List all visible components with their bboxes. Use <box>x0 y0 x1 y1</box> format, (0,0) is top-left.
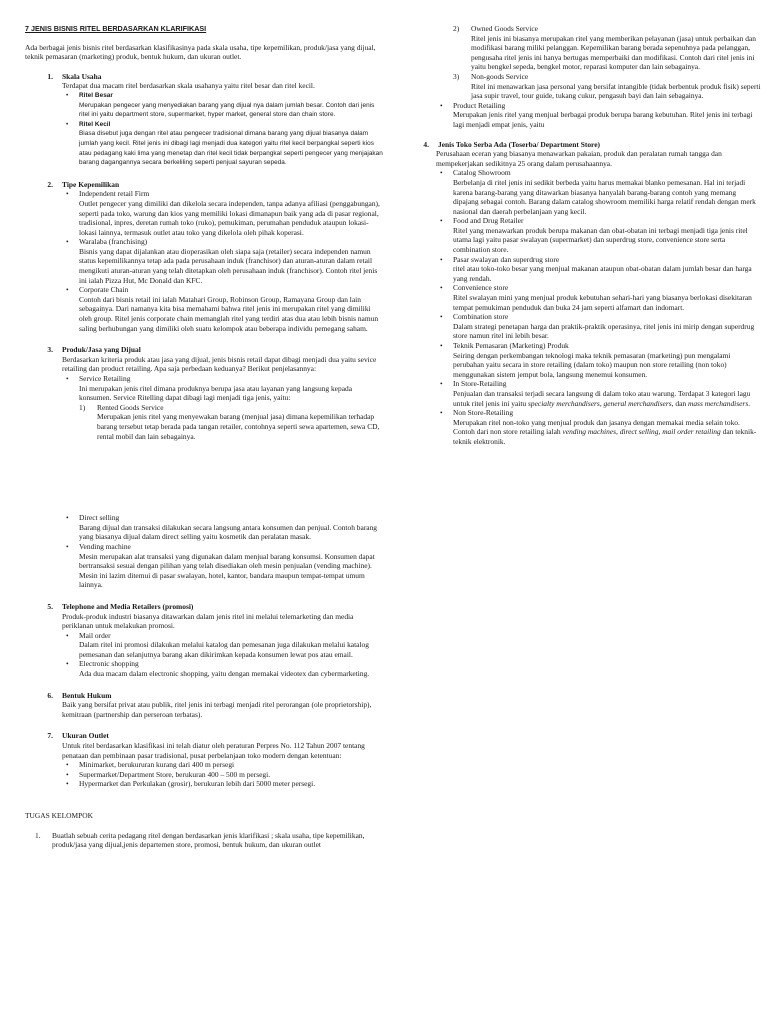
italic-term: general merchandisers <box>603 398 672 408</box>
item-description: Outlet pengecer yang dimiliki dan dikelola secara independen, tanpa adanya afiliasi (penggabungan), seperti pada toko, warung dan kios yang memiliki lokasi dimanapun baik yang ada di pasar regional, tradisional, inpres, deretan rumah toko (ruko), pemukiman, perumahan penduduk ataupun lokasi-lokasi lainnya, termasuk outlet atau toko yang dikelola oleh pihak koperasi. <box>79 198 380 237</box>
list-item <box>62 285 385 333</box>
text-run: , <box>599 398 604 408</box>
section-heading: Skala Usaha <box>62 71 102 81</box>
section-number: 2. <box>47 179 53 189</box>
item-description: Ada dua macam dalam electronic shopping, yaitu dengan memakai videotex dan cybermarketing. <box>79 669 370 679</box>
section-number: 1. <box>47 71 53 81</box>
item-name: Electronic shopping <box>79 659 139 669</box>
tugas-text: Buatlah sebuah cerita pedagang ritel dengan berdasarkan jenis klarifikasi ; skala usaha, tipe kepemilikan, produk/jasa yang dijual,jenis departemen store, promosi, bentuk hukum, dan ukuran outlet <box>52 830 365 850</box>
item-description: Merupakan jenis ritel yang menjual berbagai produk berupa barang kebutuhan. Ritel jenis ini terbagi lagi menjadi empat jenis, yaitu <box>453 110 753 129</box>
left-column <box>25 24 385 850</box>
item-description: Bisnis yang dapat dijalankan atau dioperasikan oleh siapa saja (retailer) secara independen namun status kepemilikannya tetap ada pada perusahaan induk (franchisor) dan aturan-aturan dalam retail mengikuti aturan-aturan yang telah ditetapkan oleh perusahaan induk (franchisor). Contoh ritel jenis ini ialah Pizza Hut, Mc Donald dan KFC. <box>79 246 378 285</box>
sub-item-description: Ritel jenis ini biasanya merupakan ritel yang memberikan pelayanan (jasa) untuk perbaikan dan modifikasi barang miliki pelanggan. Kepemilikan barang berada sepenuhnya pada pelanggan, pengusaha ritel jenis ini hanya bertugas memperbaiki dan modifikasi. Contoh dari ritel jenis ini yaitu bengkel sepeda, bengkel motor, reparasi komputer dan lain sebagainya. <box>471 33 757 72</box>
item-name: Mail order <box>79 630 111 640</box>
item-description: Ritel yang menawarkan produk berupa makanan dan obat-obatan ini terbagi menjadi tiga jenis ritel utama lagi yaitu pasar swalayan (supermarket) dan superdrug store, convenience store serta combination store. <box>453 225 748 255</box>
sub-item-name: Non-goods Service <box>471 71 529 81</box>
item-name: Direct selling <box>79 513 120 523</box>
sub-number: 1) <box>79 402 86 412</box>
tugas-number: 1. <box>35 830 41 840</box>
text-run: , dan <box>671 398 688 408</box>
list-item <box>436 255 761 284</box>
item-description: Seiring dengan perkembangan teknologi maka teknik pemasaran (marketing) pun mengalami perubahan yaitu secara in store retailing (dalam toko) maupun non store retailing (non toko) menggunakan sistem jemput bola, langsung menemui konsumen. <box>453 350 731 379</box>
section-description: Perusahaan eceran yang biasanya menawarkan pakaian, produk dan peralatan rumah tangga dan mempekerjakan sedikitnya 25 orang dalam perusahaannya. <box>436 149 722 168</box>
text-run: . <box>748 398 751 408</box>
sub-list-item <box>453 24 761 72</box>
text-run: Penjualan dan transaksi terjadi secara langsung di dalam toko atau warung. Terdapat 3 kategori lagu untuk ritel jenis ini yaitu <box>453 388 751 408</box>
section-telephone-media <box>25 602 385 679</box>
item-name: Food and Drug Retailer <box>453 216 524 226</box>
list-item <box>436 312 761 341</box>
section-ukuran-outlet <box>25 731 385 789</box>
list-item <box>436 101 761 130</box>
sub-item-description: Merupakan jenis ritel yang menyewakan barang (menjual jasa) dimana kepemilikan terhadap barang tersebut tetap berada pada tangan retailer, contohnya seperti sewa apartemen, sewa CD, rental mobil dan lain sebagainya. <box>97 412 380 441</box>
item-name: In Store-Retailing <box>453 379 507 389</box>
list-item <box>62 659 385 678</box>
item-description: ritel atau toko-toko besar yang menjual makanan ataupun obat-obatan dalam jumlah besar dan harga yang rendah. <box>453 264 752 283</box>
list-item <box>436 341 761 379</box>
item-description: Contoh dari bisnis retail ini ialah Matahari Group, Robinson Group, Ramayana Group dan lain sebagainya. Dari namanya kita bisa memahami bahwa ritel jenis ini merupakan ritel yang dimiliki oleh group. Ritel jenis corporate chain memanglah ritel yang terdiri atas dua atau lebih bisnis namun saling berhubungan yang dimiliki oleh suatu kelompok atau beberapa individu pemegang saham. <box>79 294 379 333</box>
section-number: 7. <box>47 731 53 741</box>
item-name: Convenience store <box>453 283 509 293</box>
section-heading: Ukuran Outlet <box>62 731 109 741</box>
sub-item-description: Ritel ini menawarkan jasa personal yang bersifat intangible (tidak berbentuk produk fisik) seperti jasa supir travel, tour guide, tukang cukur, pengasuh bayi dan lain sebagainya. <box>471 81 761 101</box>
list-item <box>436 283 761 312</box>
section-description: Produk-produk industri biasanya ditawarkan dalam jenis ritel ini melalui telemarketing dan media periklanan untuk melakukan promosi. <box>62 611 354 631</box>
italic-term: mass merchandisers <box>687 398 749 408</box>
list-item <box>436 216 761 254</box>
list-item <box>62 513 385 542</box>
item-description: Barang dijual dan transaksi dilakukan secara langsung antara konsumen dan penjual. Contoh barang yang biasanya dijual dalam direct selling yaitu kosmetik dan peralatan masak. <box>79 522 378 542</box>
item-name: Independent retail Firm <box>79 189 150 199</box>
item-name: Waralaba (franchising) <box>79 237 148 247</box>
italic-term: specialty merchandisers <box>528 398 600 408</box>
document-title: 7 JENIS BISNIS RITEL BERDASARKAN KLARIFIKASI <box>25 24 207 33</box>
list-item <box>62 91 385 120</box>
product-retailing <box>436 101 761 130</box>
list-item <box>436 408 761 446</box>
section-skala-usaha <box>25 72 385 168</box>
sub-list-item <box>79 403 385 441</box>
item-name: Teknik Pemasaran (Marketing) Produk <box>453 341 569 350</box>
text-run: , <box>658 427 663 437</box>
item-name: Catalog Showroom <box>453 168 511 178</box>
section-description: Baik yang bersifat privat atau publik, ritel jenis ini terbagi menjadi ritel perorangan (ole proprietorship), kemitraan (partnership dan perseroan terbatas). <box>62 700 372 719</box>
list-item <box>62 374 385 441</box>
list-item: • Supermarket/Department Store, berukuran 400 – 500 m persegi. <box>62 770 385 780</box>
item-description: Dalam ritel ini promosi dilakukan melalui katalog dan pemesanan juga dilakukan melalui katalog pemesanan dan selanjutnya barang akan dikirimkan kepada konsumen lewat pos atau email. <box>79 640 369 659</box>
section-number: 4. <box>423 139 429 149</box>
list-item <box>436 168 761 216</box>
item-description: Merupakan pengecer yang menyediakan barang yang dijual nya dalam jumlah besar. Contoh dari jenis ritel ini yaitu department store, supermarket, hyper market, general store dan chain store. <box>79 101 375 119</box>
section-description: Terdapat dua macam ritel berdasarkan skala usahanya yaitu ritel besar dan ritel kecil. <box>62 81 315 91</box>
item-name: Combination store <box>453 312 509 322</box>
right-column <box>416 24 761 457</box>
item-name: Ritel Besar <box>79 91 113 99</box>
list-item <box>62 631 385 660</box>
list-item <box>62 189 385 237</box>
section-bentuk-hukum <box>25 691 385 720</box>
tugas-title: TUGAS KELOMPOK <box>25 811 93 820</box>
list-item <box>62 120 385 168</box>
item-name: Service Retailing <box>79 374 131 383</box>
list-item <box>436 379 761 408</box>
italic-term: mail order retailing <box>662 427 721 437</box>
section-toserba <box>416 140 761 447</box>
list-item <box>62 237 385 285</box>
section-number: 6. <box>47 690 53 700</box>
sub-number: 2) <box>453 24 460 33</box>
section-number: 3. <box>47 345 53 355</box>
sub-list-item <box>453 72 761 101</box>
item-name: Vending machine <box>79 541 131 551</box>
section-heading: Produk/Jasa yang Dijual <box>62 345 141 355</box>
item-description: Ini merupakan jenis ritel dimana produknya berupa jasa atau layanan yang langsung kepada konsumen. Service Ritelling dapat dibagi lagi menjadi tiga jenis, yaitu: <box>79 383 353 403</box>
section-description: Untuk ritel berdasarkan klasifikasi ini telah diatur oleh peraturan Perpres No. 112 Tahun 2007 tentang penataan dan pembinaan pasar tradisional, pusat perbelanjaan toko modern dengan ketentuan: <box>62 741 365 760</box>
list-item: • Minimarket, berukururan kurang dari 400 m persegi <box>62 760 385 770</box>
section-heading: Tipe Kepemilikan <box>62 179 120 189</box>
text-run: , <box>615 427 620 437</box>
text-run: dan teknik-teknik elektronik. <box>453 427 757 446</box>
sub-item-name: Rented Goods Service <box>97 402 164 412</box>
section-heading: Jenis Toko Serba Ada (Toserba/ Department Store) <box>438 139 600 149</box>
sub-item-name: Owned Goods Service <box>471 24 538 33</box>
item-name: Ritel Kecil <box>79 120 111 128</box>
sub-number: 3) <box>453 71 460 81</box>
list-item: • Hypermarket dan Perkulakan (grosir), berukuran lebih dari 5000 meter persegi. <box>62 779 385 789</box>
section-tipe-kepemilikan <box>25 180 385 334</box>
item-name: Pasar swalayan dan superdrug store <box>453 254 560 264</box>
item-description: Biasa disebut juga dengan ritel atau pengecer tradisional dimana barang yang dijual biasanya dalam jumlah yang kecil. Ritel jenis ini dibagi lagi menjadi dua kategori yaitu ritel kecil berpangkal seperti kios atau pedagang kaki lima yang menetap dan ritel kecil tidak berpangkal seperti pengecer yang menjajakan barang dagangannya secara berkeliling seperti penjual sayuran sepeda. <box>79 130 383 167</box>
text-run: Merupakan ritel non-toko yang menjual produk dan jasanya dengan memakai media selain toko. Contoh dari non store retailing ialah <box>453 417 740 437</box>
item-description <box>453 389 750 408</box>
item-description: Mesin merupakan alat transaksi yang digunakan dalam menjual barang konsumsi. Konsumen dapat bertransaksi sesuai dengan pilihan yang telah disediakan oleh mesin penjualan (vending machine). Mesin ini lazim ditemui di pasar swalayan, hotel, kantor, bandara maupun tempat-tempat umum lainnya. <box>79 551 375 590</box>
item-description: Ritel swalayan mini yang menjual produk kebutuhan sehari-hari yang biasanya berlokasi disekitaran tempat pemukiman penduduk dan buka 24 jam seperti alfamart dan indomart. <box>453 293 752 312</box>
section-heading: Bentuk Hukum <box>62 690 112 700</box>
item-description <box>453 418 756 446</box>
section-heading: Telephone and Media Retailers (promosi) <box>62 601 194 611</box>
list-item <box>62 542 385 590</box>
tugas-kelompok <box>25 811 385 850</box>
item-description: Dalam strategi penetapan harga dan praktik-praktik operasinya, ritel jenis ini mirip dengan superdrug store namun ritel ini lebih besar. <box>453 321 755 341</box>
section-number: 5. <box>47 601 53 611</box>
item-name: Non Store-Retailing <box>453 408 514 418</box>
section-produk-jasa <box>25 345 385 441</box>
item-name: Product Retailing <box>453 100 506 110</box>
item-description: Berbelanja di ritel jenis ini sedikit berbeda yaitu harus memakai blanko pemesanan. Hal ini terjadi karena barang-barang yang ditawarkan biasanya hanyalah barang-barang contoh yang memang dipajang sebagai contoh. Barang dalam catalog showroom memiliki harga relatif rendah dengan merk nasional dan daerah perbelanjaan yang kecil. <box>453 177 756 216</box>
intro-paragraph: Ada berbagai jenis bisnis ritel berdasarkan klasifikasinya pada skala usaha, tipe kepemilikan, produk/jasa yang dijual, teknik pemasaran (marketing) produk, bentuk hukum, dan ukuran outlet. <box>25 42 376 62</box>
section-description: Berdasarkan kriteria produk atau jasa yang dijual, jenis bisnis retail dapat dibagi menjadi dua yaitu sevice retailing dan product retailing. Apa saja perbedaan keduanya? Berikut penjelasannya: <box>62 354 377 374</box>
italic-term: direct selling <box>619 427 659 437</box>
item-name: Corporate Chain <box>79 285 129 295</box>
service-retailing-continued <box>453 24 761 101</box>
continued-list <box>62 513 385 590</box>
italic-term: vending machines <box>562 427 616 437</box>
